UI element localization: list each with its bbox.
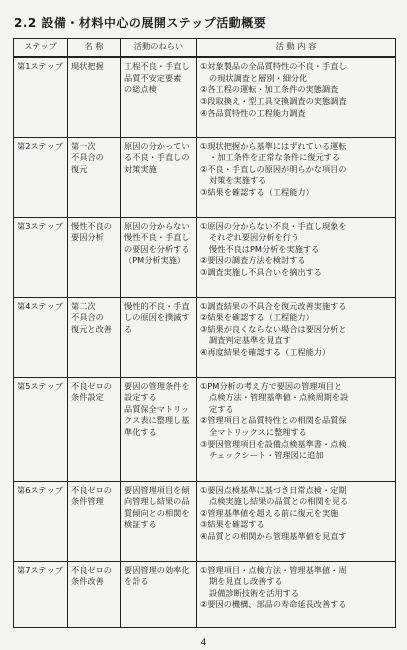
name-line: 復元と改善 — [71, 323, 112, 334]
content-line: ①要因点検基準に基づき日常点検・定期 — [200, 484, 347, 495]
header-step: ステップ — [14, 39, 68, 58]
content-line: ①対象製品の全品質特性の不良・手直し — [200, 61, 347, 71]
aim-line: 要因管理項目を傾 — [124, 484, 190, 495]
content-line: ②管理基準値を超える前に復元を実施 — [200, 507, 339, 518]
step-label: 第6ステップ — [17, 484, 63, 495]
name-line: 第二次 — [71, 300, 96, 311]
content-line: ④品質との相関から管理基準値を見直す — [200, 531, 347, 542]
aim-line: の要因を分析する — [124, 243, 190, 254]
table-row — [14, 377, 396, 481]
name-line: 不良ゼロの — [71, 484, 112, 495]
aim-cell — [121, 57, 197, 137]
step-cell — [14, 297, 68, 377]
name-line: 不良ゼロの — [71, 564, 112, 575]
aim-line: 設定する — [124, 392, 157, 403]
content-cell — [197, 137, 396, 217]
header-name: 名 称 — [68, 39, 121, 58]
aim-line: の総点検 — [124, 84, 157, 95]
aim-line: 原因の分からない — [124, 220, 190, 231]
step-label: 第4ステップ — [17, 300, 63, 311]
table-row — [14, 217, 396, 297]
step-cell — [14, 377, 68, 481]
aim-line: 質傾向との相関を — [124, 507, 190, 518]
header-content: 活 動 内 容 — [197, 39, 396, 58]
content-line: 点検方法・管理基準値・点検周期を設 — [209, 392, 349, 403]
aim-line: クス表に整理し基 — [124, 415, 190, 426]
aim-line: 対策実施 — [124, 163, 157, 174]
content-line: 設備診断技術を活用する — [209, 587, 300, 598]
aim-line: 向管理し結果の品 — [124, 496, 190, 507]
content-line: ②要因の機構、部品の寿命延長改善する — [200, 599, 347, 610]
aim-line: 品質保全マトリッ — [124, 403, 190, 414]
section-title: 2.2 設備・材料中心の展開ステップ活動概要 — [14, 16, 267, 30]
name-cell — [68, 137, 121, 217]
content-line: ④再度結果を確認する（工程能力） — [200, 347, 331, 358]
table-row — [14, 561, 396, 627]
content-line: それぞれ要因分析を行う — [209, 232, 300, 243]
content-line: ③結果を確認する（工程能力） — [200, 187, 314, 198]
aim-cell — [121, 297, 197, 377]
name-line: 不良ゼロの — [71, 380, 112, 391]
table-row — [14, 57, 396, 137]
aim-cell — [121, 217, 197, 297]
aim-line: 要因管理の効率化 — [124, 564, 190, 575]
content-line: ①管理項目・点検方法・管理基準値・周 — [200, 564, 347, 575]
content-line: ①原因の分からない不良・手直し現象を — [200, 220, 347, 231]
content-line: ③結果を確認する — [200, 519, 265, 530]
aim-line: 慢性不良・手直し — [124, 232, 190, 243]
content-line: 慢性不良はPM分析を実施する — [209, 243, 320, 254]
aim-line: 慢性的不良・手直 — [124, 300, 190, 311]
content-line: チェックシート・管理図に追加 — [209, 450, 324, 461]
page-number: 4 — [200, 638, 207, 648]
name-line: 条件設定 — [71, 392, 104, 403]
step-label: 第5ステップ — [17, 380, 63, 391]
content-cell — [197, 217, 396, 297]
name-line: 慢性不良の — [71, 220, 112, 231]
step-overview-table — [13, 38, 396, 628]
content-line: 期を見直し改善する — [209, 576, 283, 587]
content-line: ・加工条件を正常な条件に復元する — [209, 152, 341, 163]
step-label: 第1ステップ — [17, 61, 63, 71]
content-line: 定する — [209, 403, 234, 414]
name-line: 条件管理 — [71, 496, 104, 507]
aim-line: しの原因を撲滅す — [124, 312, 190, 323]
step-cell — [14, 561, 68, 627]
aim-line: を計る — [124, 576, 149, 587]
step-label: 第3ステップ — [17, 220, 63, 231]
header-aim: 活動のねらい — [121, 39, 197, 58]
content-line: 点検実施し結果の品質との相関を見る — [209, 496, 349, 507]
aim-cell — [121, 561, 197, 627]
name-line: 要因分析 — [71, 232, 104, 243]
aim-cell — [121, 481, 197, 561]
content-line: 対策を実施する — [209, 175, 267, 186]
aim-line: 検証する — [124, 519, 157, 530]
table-header-row — [14, 39, 396, 58]
name-cell — [68, 561, 121, 627]
table-row — [14, 137, 396, 217]
name-cell — [68, 57, 121, 137]
content-line: ①PM分析の考え方で要因の管理項目と — [200, 380, 343, 391]
content-line: ③要因管理項目を設備点検基準書・点検 — [200, 438, 347, 449]
content-line: ③結果が良くならない場合は要因分析と — [200, 323, 347, 334]
name-line: 復元 — [71, 163, 88, 174]
content-line: ②管理項目と品質特性との相関を品質保 — [200, 415, 347, 426]
aim-line: 工程不良・手直し — [124, 61, 190, 71]
aim-line: 準化する — [124, 427, 157, 438]
aim-cell — [121, 137, 197, 217]
aim-line: 原因の分かってい — [124, 140, 190, 151]
table-body — [14, 57, 396, 627]
table-row — [14, 297, 396, 377]
content-cell — [197, 297, 396, 377]
table-row — [14, 481, 396, 561]
aim-line: 品質不安定要素 — [124, 72, 182, 83]
name-line: 不具合の — [71, 152, 104, 163]
content-cell — [197, 561, 396, 627]
content-cell — [197, 57, 396, 137]
name-line: 第一次 — [71, 140, 96, 151]
content-line: ②要因の調査方法を検討する — [200, 255, 306, 266]
step-cell — [14, 481, 68, 561]
step-cell — [14, 57, 68, 137]
name-line: 条件改善 — [71, 576, 104, 587]
name-cell — [68, 481, 121, 561]
content-cell — [197, 377, 396, 481]
name-line: 不具合の — [71, 312, 104, 323]
content-line: 全マトリックスに整理する — [209, 427, 307, 438]
content-line: ④各品質特性の工程能力調査 — [200, 107, 306, 118]
aim-line: る不良・手直しの — [124, 152, 190, 163]
aim-line: 要因の管理条件を — [124, 380, 190, 391]
step-label: 第2ステップ — [17, 140, 63, 151]
content-line: ②各工程の運転・加工条件の実態調査 — [200, 84, 339, 95]
aim-line: （PM分析実施） — [124, 255, 186, 266]
aim-line: る — [124, 323, 133, 334]
content-line: ②不良・手直しの原因が明らかな項目の — [200, 163, 347, 174]
content-line: ③調査実施し不具合いを摘出する — [200, 267, 322, 278]
content-line: ③段取換え・型工具交換調査の実態調査 — [200, 95, 347, 106]
content-line: の現状調査と層別・細分化 — [209, 72, 308, 83]
content-cell — [197, 481, 396, 561]
name-cell — [68, 297, 121, 377]
step-cell — [14, 137, 68, 217]
content-line: ①調査結果の不具合を復元改善実施する — [200, 300, 347, 311]
name-line: 現状把握 — [71, 61, 104, 71]
name-cell — [68, 217, 121, 297]
aim-cell — [121, 377, 197, 481]
content-line: ②結果を確認する（工程能力） — [200, 312, 314, 323]
name-cell — [68, 377, 121, 481]
content-line: ①現状把握から基準にはずれている運転 — [200, 140, 347, 151]
content-line: 調査判定基準を見直す — [209, 335, 291, 346]
step-cell — [14, 217, 68, 297]
step-label: 第7ステップ — [17, 564, 63, 575]
